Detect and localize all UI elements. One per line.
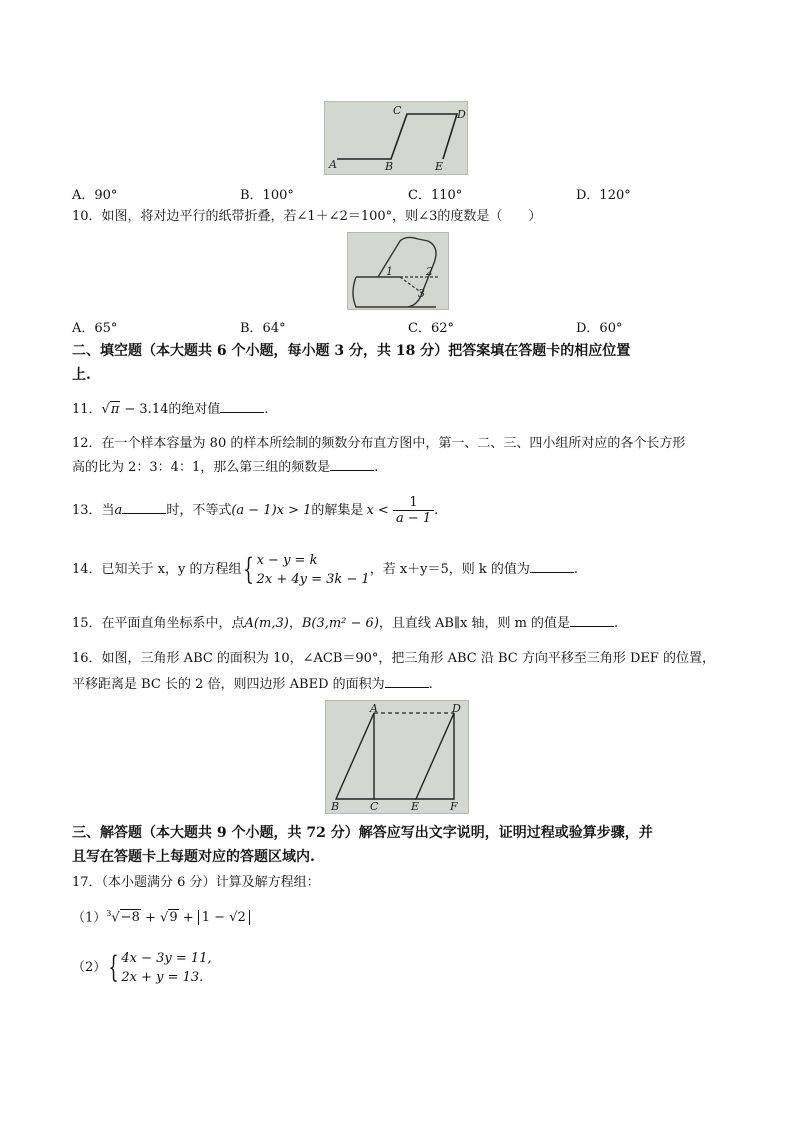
q14-eq2: 2x + 4y = 3k − 1 — [256, 571, 370, 587]
q13-num: 13．当 — [72, 503, 115, 518]
q11-end: . — [264, 402, 269, 417]
q16-end: . — [428, 677, 433, 692]
q11-text: 的绝对值 — [168, 402, 221, 417]
section3-title-2: 且写在答题卡上每题对应的答题区域内. — [72, 849, 315, 865]
q17-title: 17．（本小题满分 6 分）计算及解方程组： — [72, 875, 320, 890]
q14-answer-blank[interactable] — [530, 558, 574, 573]
q10-choice-a: A．65° — [72, 321, 118, 336]
q12-line1: 12．在一个样本容量为 80 的样本所绘制的频数分布直方图中，第一、二、三、四小组所对应的各个长方形 — [72, 436, 686, 451]
q15 — [72, 612, 618, 635]
q14-eq1: x − y = k — [256, 552, 318, 568]
q17-p2-label: （2） — [72, 960, 107, 975]
q16-diagram — [326, 701, 468, 813]
q16-label-c: C — [370, 800, 379, 813]
q11-num: 11． — [72, 402, 102, 417]
q10-diagram — [348, 233, 448, 309]
section3-title-1: 三、解答题（本大题共 9 个小题，共 72 分）解答应写出文字说明，证明过程或验算步骤，并 — [72, 825, 653, 841]
q10-stem: 10．如图，将对边平行的纸带折叠，若∠1＋∠2＝100°，则∠3的度数是（ ） — [72, 209, 542, 224]
q16-label-a: A — [370, 702, 378, 715]
q17-part2 — [72, 948, 212, 988]
q17-eq2: 2x + y = 13. — [121, 969, 204, 985]
q9-label-a: A — [329, 158, 337, 171]
q16-label-b: B — [331, 800, 340, 813]
q9-choice-d: D．120° — [576, 188, 631, 203]
q9-diagram — [325, 102, 467, 174]
q9-label-e: E — [435, 160, 444, 173]
q15-end: . — [614, 616, 619, 631]
q15-answer-blank[interactable] — [570, 612, 614, 627]
q13 — [72, 494, 438, 528]
q12-line2-text: 高的比为 2：3：4：1，那么第三组的频数是 — [72, 460, 331, 475]
q9-label-c: C — [393, 104, 402, 117]
q17-cbrt-index: 3 — [106, 909, 112, 918]
q17-abs-expr: 1 − √2 — [198, 910, 250, 925]
q17-plus1: + — [140, 910, 161, 926]
q14-brace: { — [243, 551, 255, 587]
q17-cbrt-radicand: −8 — [120, 910, 140, 926]
q17-brace: { — [108, 949, 120, 985]
q16-label-d: D — [452, 702, 461, 715]
q15-point-a: A(m,3) — [244, 616, 289, 631]
q16-label-e: E — [411, 800, 420, 813]
q13-mid: 时，不等式 — [166, 503, 232, 518]
q11 — [72, 398, 269, 421]
q9-choice-b: B．100° — [240, 188, 294, 203]
q13-end: . — [434, 503, 439, 518]
q17-sqrt-sign: √ — [160, 910, 169, 926]
q17-system — [121, 949, 211, 987]
q10-figure — [347, 232, 449, 310]
q16-figure — [325, 700, 469, 814]
q9-figure — [324, 101, 468, 175]
q11-sqrt-sign: √ — [101, 402, 110, 417]
section2-title-1: 二、填空题（本大题共 6 个小题，每小题 3 分，共 18 分）把答案填在答题卡的相应位置 — [72, 343, 631, 359]
q9-choice-c: C．110° — [408, 188, 463, 203]
q13-ineq: (a − 1)x > 1 — [231, 503, 312, 518]
q13-fraction — [393, 495, 434, 526]
q11-answer-blank[interactable] — [220, 398, 264, 413]
q10-choice-d: D．60° — [576, 321, 623, 336]
q10-choice-b: B．64° — [240, 321, 286, 336]
q17-eq1: 4x − 3y = 11, — [121, 950, 212, 966]
q13-answer-blank[interactable] — [122, 499, 166, 514]
q10-label-2: 2 — [426, 265, 433, 278]
q14-text1: 14．已知关于 x，y 的方程组 — [72, 562, 242, 577]
q12-line2 — [72, 456, 378, 479]
q13-tail: 的解集是 — [311, 503, 364, 518]
section2-title-2: 上. — [72, 367, 91, 383]
q15-point-b: B(3,m² − 6) — [301, 616, 379, 631]
q13-var: a — [114, 503, 123, 518]
q15-sep: ， — [288, 616, 302, 631]
q17-p1-label: （1） — [72, 910, 107, 926]
q12-answer-blank[interactable] — [330, 456, 374, 471]
q14-text2: ，若 x＋y＝5，则 k 的值为 — [369, 562, 530, 577]
q16-answer-blank[interactable] — [385, 673, 429, 688]
q14-system — [257, 551, 370, 589]
q15-text2: ，且直线 AB∥x 轴，则 m 的值是 — [378, 616, 571, 631]
q16-line2 — [72, 673, 433, 696]
q14 — [72, 550, 578, 590]
q13-lhs: x < — [366, 503, 389, 518]
q10-label-3: 3 — [418, 287, 425, 300]
q16-line2-text: 平移距离是 BC 长的 2 倍，则四边形 ABED 的面积为 — [72, 677, 385, 692]
q9-choice-a: A．90° — [72, 188, 118, 203]
q12-end: . — [374, 460, 379, 475]
q17-cbrt-sign: √ — [111, 910, 120, 926]
q14-end: . — [573, 562, 579, 577]
q13-frac-num: 1 — [393, 495, 434, 511]
q17-plus2: + — [178, 910, 198, 926]
q9-label-b: B — [385, 160, 394, 173]
q10-label-1: 1 — [386, 265, 393, 278]
q13-frac-den: a − 1 — [395, 511, 432, 526]
q17-sqrt-radicand: 9 — [169, 910, 178, 926]
q16-label-f: F — [450, 800, 458, 813]
q10-choice-c: C．62° — [408, 321, 454, 336]
q17-part1 — [72, 903, 250, 929]
q16-line1: 16．如图，三角形 ABC 的面积为 10，∠ACB＝90°，把三角形 ABC 沿 BC 方向平移至三角形 DEF 的位置， — [72, 651, 716, 666]
q15-text1: 15．在平面直角坐标系中，点 — [72, 616, 245, 631]
q11-radicand: π — [110, 402, 120, 417]
q9-label-d: D — [457, 108, 466, 121]
q11-rest: − 3.14 — [124, 402, 169, 417]
